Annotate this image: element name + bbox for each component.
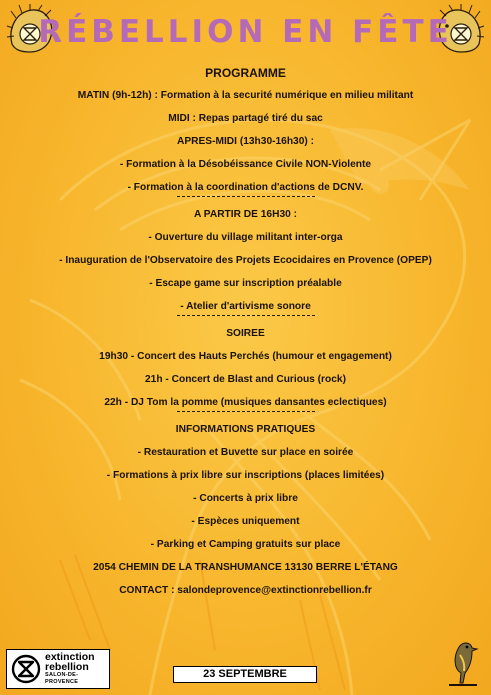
info-item: - Concerts à prix libre (193, 493, 298, 504)
info-item: - Formations à prix libre sur inscriptions (places limitées) (106, 470, 385, 481)
from-1630-heading: A PARTIR DE 16H30 : (193, 209, 298, 220)
evening-heading: SOIREE (226, 328, 265, 339)
program-heading: PROGRAMME (205, 66, 286, 80)
from-1630-item: - Inauguration de l'Observatoire des Projets Ecocidaires en Provence (OPEP) (59, 255, 432, 266)
date-badge: 23 SEPTEMBRE (173, 666, 317, 683)
info-heading: INFORMATIONS PRATIQUES (175, 424, 316, 435)
afternoon-heading: APRES-MIDI (13h30-16h30) : (177, 136, 314, 147)
evening-item: 19h30 - Concert des Hauts Perchés (humour et engagement) (99, 351, 392, 362)
afternoon-item: - Formation à la coordination d'actions de DCNV. (127, 182, 364, 193)
from-1630-item: - Escape game sur inscription préalable (149, 278, 342, 289)
xr-wordmark (45, 652, 105, 686)
bird-icon (445, 637, 479, 689)
logo-line2: rebellion (45, 661, 89, 673)
logo-sub: SALON-DE-PROVENCE (45, 672, 79, 685)
separator (177, 194, 315, 197)
evening-item: 21h - Concert de Blast and Curious (rock) (145, 374, 346, 385)
xr-hourglass-icon (11, 654, 41, 684)
separator (177, 409, 315, 412)
noon-line: MIDI : Repas partagé tiré du sac (168, 113, 323, 124)
separator (177, 313, 315, 316)
info-item: - Restauration et Buvette sur place en soirée (137, 447, 354, 458)
afternoon-item: - Formation à la Désobéissance Civile NON-Violente (119, 159, 372, 170)
info-item: - Parking et Camping gratuits sur place (150, 539, 341, 550)
address-line: 2054 CHEMIN DE LA TRANSHUMANCE 13130 BERRE L'ÉTANG (93, 562, 398, 573)
xr-logo (6, 649, 110, 689)
info-item: - Espèces uniquement (191, 516, 300, 527)
logo-line1: extinction (45, 651, 95, 663)
program-content (0, 64, 491, 597)
morning-line: MATIN (9h-12h) : Formation à la securité numérique en milieu militant (77, 90, 414, 101)
from-1630-item: - Ouverture du village militant inter-orga (148, 232, 343, 243)
contact-line: CONTACT : salondeprovence@extinctionrebellion.fr (119, 585, 372, 596)
from-1630-item: - Atelier d'artivisme sonore (180, 301, 311, 312)
poster-title: RÉBELLION EN FÊTE (38, 14, 453, 50)
evening-item: 22h - DJ Tom la pomme (musiques dansantes eclectiques) (104, 397, 387, 408)
